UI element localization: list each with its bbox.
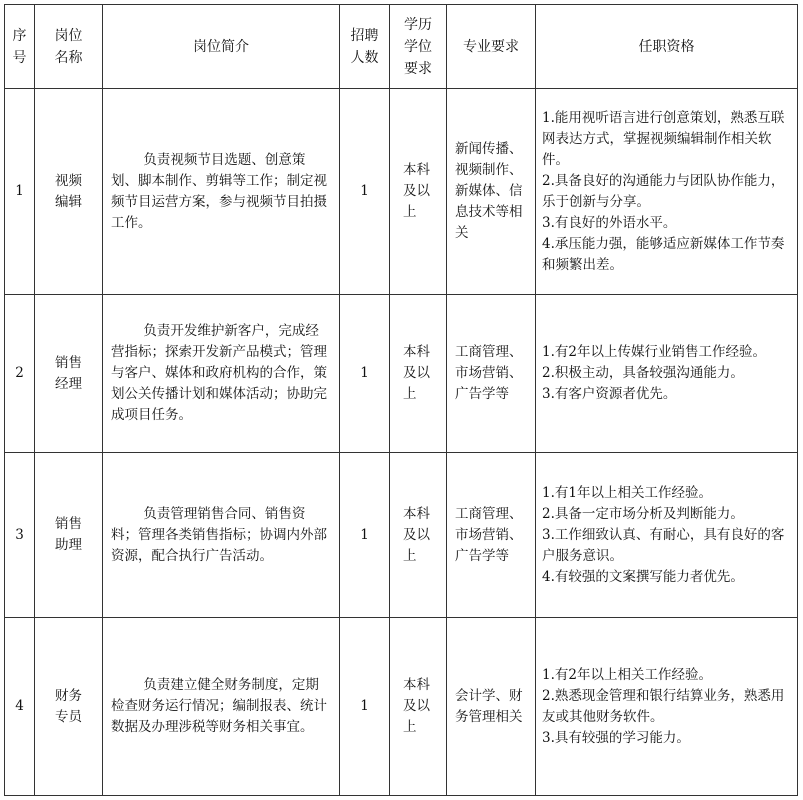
requirement-item: 4.有较强的文案撰写能力者优先。	[542, 568, 744, 585]
row-count: 1	[340, 618, 390, 796]
row-desc: 负责管理销售合同、销售资料；管理各类销售指标；协调内外部资源，配合执行广告活动。	[103, 453, 340, 618]
header-count: 招聘人数	[340, 5, 390, 89]
row-education: 本科及以上	[390, 453, 447, 618]
row-education: 本科及以上	[390, 295, 447, 453]
row-major: 工商管理、市场营销、广告学等	[447, 295, 536, 453]
row-count: 1	[340, 295, 390, 453]
table-row	[5, 453, 798, 618]
header-row	[5, 5, 798, 89]
row-position: 财务专员	[35, 618, 103, 796]
requirement-item: 3.具有较强的学习能力。	[542, 729, 690, 746]
header-position: 岗位名称	[35, 5, 103, 89]
requirement-item: 2.具备一定市场分析及判断能力。	[542, 505, 744, 522]
requirement-item: 1.有2年以上相关工作经验。	[542, 666, 712, 683]
row-desc: 负责开发维护新客户，完成经营指标；探索开发新产品模式；管理与客户、媒体和政府机构的合作，策划公关传播计划和媒体活动；协助完成项目任务。	[103, 295, 340, 453]
header-education: 学历学位要求	[390, 5, 447, 89]
job-table	[4, 4, 798, 796]
table-row	[5, 295, 798, 453]
header-requirements: 任职资格	[536, 5, 798, 89]
row-no: 1	[5, 89, 35, 295]
row-no: 3	[5, 453, 35, 618]
requirement-item: 4.承压能力强，能够适应新媒体工作节奏和频繁出差。	[542, 235, 785, 273]
table-row	[5, 618, 798, 796]
row-position: 视频编辑	[35, 89, 103, 295]
row-education: 本科及以上	[390, 89, 447, 295]
requirement-item: 3.工作细致认真、有耐心，具有良好的客户服务意识。	[542, 526, 785, 564]
requirement-item: 2.积极主动，具备较强沟通能力。	[542, 365, 744, 381]
requirement-item: 1.有2年以上传媒行业销售工作经验。	[542, 344, 766, 360]
requirement-item: 2.具备良好的沟通能力与团队协作能力，乐于创新与分享。	[542, 172, 785, 210]
requirement-item: 3.有客户资源者优先。	[542, 386, 677, 402]
row-no: 2	[5, 295, 35, 453]
row-requirements	[536, 295, 798, 453]
header-desc: 岗位简介	[103, 5, 340, 89]
row-count: 1	[340, 453, 390, 618]
row-position: 销售助理	[35, 453, 103, 618]
requirement-item: 1.能用视听语言进行创意策划，熟悉互联网表达方式，掌握视频编辑制作相关软件。	[542, 109, 785, 168]
row-position: 销售经理	[35, 295, 103, 453]
row-major: 新闻传播、视频制作、新媒体、信息技术等相关	[447, 89, 536, 295]
row-count: 1	[340, 89, 390, 295]
row-no: 4	[5, 618, 35, 796]
requirement-item: 3.有良好的外语水平。	[542, 214, 677, 231]
row-desc: 负责视频节目选题、创意策划、脚本制作、剪辑等工作；制定视频节目运营方案，参与视频节目拍摄工作。	[103, 89, 340, 295]
row-desc: 负责建立健全财务制度，定期检查财务运行情况；编制报表、统计数据及办理涉税等财务相关事宜。	[103, 618, 340, 796]
row-requirements	[536, 453, 798, 618]
row-major: 工商管理、市场营销、广告学等	[447, 453, 536, 618]
row-education: 本科及以上	[390, 618, 447, 796]
row-requirements	[536, 618, 798, 796]
row-major: 会计学、财务管理相关	[447, 618, 536, 796]
requirement-item: 1.有1年以上相关工作经验。	[542, 484, 712, 501]
requirement-item: 2.熟悉现金管理和银行结算业务，熟悉用友或其他财务软件。	[542, 687, 785, 725]
table-row	[5, 89, 798, 295]
row-requirements	[536, 89, 798, 295]
header-major: 专业要求	[447, 5, 536, 89]
header-no: 序号	[5, 5, 35, 89]
